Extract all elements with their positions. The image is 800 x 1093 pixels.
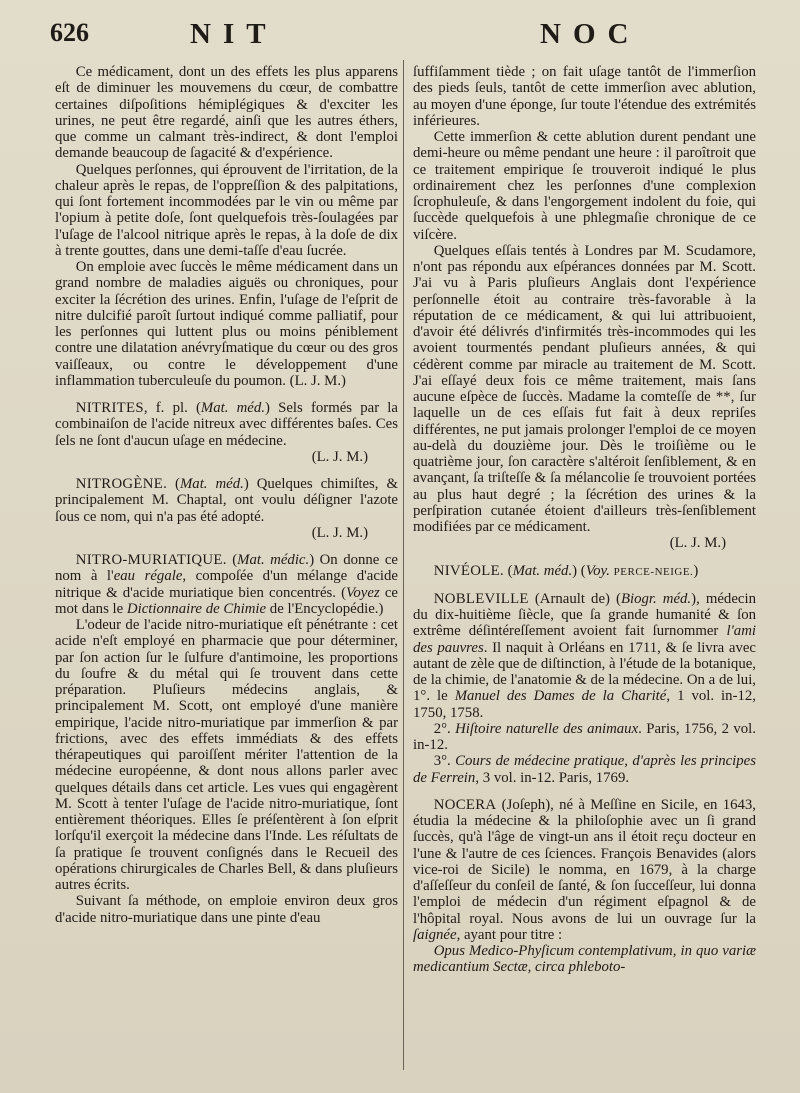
entry-text: NOBLEVILLE (Arnault de) (Biogr. méd.), médecin du dix-huitième ſiècle, que ſa grande humanité & ſon extrême déſintéreſſement avoient fait ſurnommer l'ami des pauvres. Il naquit à Orléans en 1711, & ſe livra avec autant de zèle que de diſtinction, à l'étude de la botanique, de la chimie, de l'anatomie & de la médecine. On a de lui, 1°. le Manuel des Dames de la Charité, 1 vol. in-12, 1750, 1758. xyxy=(413,590,756,721)
right-column xyxy=(413,64,756,976)
entry-body: , né à Meſſine en Sicile, en 1643, étudia la médecine & la philoſophie avec un ſi grand ſuccès, qu'à l'âge de vingt-un ans il étoit reçu docteur en l'une & l'autre de ces ſciences. François Benavides (alors vice-roi de Sicile) le nomma, en 1679, à la charge d'aſſeſſeur du conſeil de ſanté, & ſon ſucceſſeur, lui donna l'emploi de médecin d'un régiment eſpagnol & de l'hôpital royal. Nous avons de lui un ouvrage ſur la xyxy=(413,796,756,927)
paragraph xyxy=(413,753,756,786)
paragraph: Quelques eſſais tentés à Londres par M. Scudamore, n'ont pas répondu aux eſpérances données par M. Scott. J'ai vu à Paris pluſieurs Anglais dont l'expérience perſonnelle étoit au contraire très-favorable à la réputation de ce médicament, & qui lui attribuoient, d'avoir été délivrés d'infirmités très-incommodes qui les avoient tourmentés pendant pluſieurs années, & qui cédèrent comme par miracle au traitement de M. Scott. J'ai eſſayé deux fois ce même traitement, mais ſans aucune eſpèce de ſuccès. Madame la comteſſe de **, ſur laquelle un de ces eſſais fut fait à deux repriſes différentes, ne put jamais prolonger l'emploi de ce moyen au-delà du douzième jour. Dès le troiſième ou le quatrième jour, ſon caractère s'altéroit ſenſiblement, & en avançant, ſa triſteſſe & ſa mélancolie ſe trouvoient portées au plus haut degré ; la ſécrétion des urines & la perſpiration cutanée étoient d'ailleurs très-ſenſiblement modifiées par ce médicament. xyxy=(413,242,756,535)
entry-body: . Il naquit à Orléans en 1711, & ſe livra avec autant de zèle que de diſtinction, à l'étude de la botanique, de la chimie, de l'anatomie & de la médecine. On a de lui, 1°. le xyxy=(413,639,756,705)
entry-nocera xyxy=(413,797,756,976)
left-column xyxy=(55,64,398,926)
domain-label: Mat. méd. xyxy=(179,476,244,492)
entry-text: NITRO-MURIATIQUE. (Mat. médic.) On donne ce nom à l'eau régale, compoſée d'un mélange d'acide nitrique & d'acide muriatique bien concentrés. (Voyez ce mot dans le Dictionnaire de Chimie de l'Encyclopédie.) xyxy=(55,552,398,617)
entry-body: , 1 vol. in-12, 1750, 1758. xyxy=(413,688,756,721)
paragraph: Ce médicament, dont un des effets les plus apparens eſt de diminuer les mouvemens du cœur, de combattre certaines diſpoſitions hémiplégiques & d'exciter les urines, ne peut être regardé, ainſi que les autres éthers, que comme un calmant très-indirect, & dont l'emploi demande beaucoup de ſagacité & d'expérience. xyxy=(55,64,398,162)
cross-ref-target: PERCE-NEIGE. xyxy=(613,565,694,578)
author-signature: (L. J. M.) xyxy=(311,524,368,541)
domain-label: Mat. méd. xyxy=(512,562,573,579)
entry-body: , 3 vol. in-12. Paris, 1769. xyxy=(475,769,630,786)
domain-label: Mat. médic. xyxy=(237,552,310,568)
entry-body: Sels formés par la combinaiſon de l'acide nitreux avec différentes baſes. Ces ſels ne ſont d'aucun uſage en médecine. xyxy=(55,400,398,449)
list-number: 3°. xyxy=(433,753,451,770)
cross-ref: Voy. xyxy=(585,562,610,579)
entry-text xyxy=(413,797,756,943)
person-name: (Arnault de) xyxy=(534,590,610,607)
running-head-right: NOC xyxy=(540,18,641,50)
headword: NOBLEVILLE xyxy=(433,590,529,607)
author-signature: (L. J. M.) xyxy=(311,448,368,465)
book-title: Opus Medico-Phyſicum contemplativum, in quo variæ medicantium Sectæ, circa phleboto- xyxy=(413,943,756,976)
column-divider xyxy=(403,60,404,1070)
entry-nobleville xyxy=(413,591,756,786)
entry-nitro-muriatique xyxy=(55,552,398,926)
entry-nitrites xyxy=(55,400,398,465)
list-number: 2°. xyxy=(433,720,451,737)
paragraph-text: On emploie avec ſuccès le même médicament dans un grand nombre de maladies aiguës ou chroniques, pour exciter la ſécrétion des urines. Enfin, l'uſage de l'eſprit de nitre dulcifié paroît ſurtout indiqué comme palliatif, pour les perſonnes qui luttent plus ou moins péniblement contre une dilatation anévryſmatique du cœur ou des gros vaiſſeaux, ou contre le développement d'une inflammation tuberculeuſe du poumon. xyxy=(55,259,398,389)
author-signature: (L. J. M.) xyxy=(669,535,726,552)
entry-body: ce mot dans le xyxy=(55,584,398,617)
paragraph xyxy=(55,259,398,389)
entry-text: NITROGÈNE. (Mat. méd.) Quelques chimiſtes, & principalement M. Chaptal, ont voulu déſigner l'azote ſous ce nom, qui n'a pas été adopté. xyxy=(55,476,398,525)
domain-label: Mat. méd. xyxy=(200,400,265,416)
paragraph: Cette immerſion & cette ablution durent pendant une demi-heure ou même pendant une heure : il paroîtroit que ce traitement empirique ſe trouveroit indiqué le plus ordinairement chez les perſonnes d'une complexion ſcrophuleuſe, & dans l'engorgement indolent du foie, qui ſuccède quelquefois à une phlegmaſie chronique de ce viſcère. xyxy=(413,129,756,243)
page-number: 626 xyxy=(50,18,89,47)
headword: NIVÉOLE. xyxy=(433,562,504,579)
book-title: Dictionnaire de Chimie xyxy=(126,600,267,617)
entry-text: NIVÉOLE. (Mat. méd.) (Voy. PERCE-NEIGE.) xyxy=(433,562,699,579)
entry-nitrogene xyxy=(55,476,398,541)
headword: NOCERA xyxy=(433,796,497,813)
entry-niveole xyxy=(413,563,756,580)
term-italic: eau régale xyxy=(113,568,183,585)
paragraph: Suivant ſa méthode, on emploie environ deux gros d'acide nitro-muriatique dans une pinte d'eau xyxy=(55,893,398,926)
book-title: Hiſtoire naturelle des animaux xyxy=(455,720,639,737)
term-italic: l'ami des pauvres xyxy=(413,623,756,656)
running-head-left: NIT xyxy=(190,18,278,50)
entry-text: NITRITES, f. pl. (Mat. méd.) Sels formés par la combinaiſon de l'acide nitreux avec différentes baſes. Ces ſels ne ſont d'aucun uſage en médecine. xyxy=(55,400,398,449)
entry-body: . Paris, 1756, 2 vol. in-12. xyxy=(413,720,756,753)
person-name: (Joſeph) xyxy=(501,796,551,813)
paragraph xyxy=(413,943,756,976)
author-signature: (L. J. M.) xyxy=(289,372,346,389)
page-header xyxy=(0,18,800,62)
headword: NITRO-MURIATIQUE. xyxy=(75,552,227,568)
entry-body: de l'Encyclopédie.) xyxy=(266,600,384,617)
book-title: Manuel des Dames de la Charité xyxy=(454,688,667,705)
entry-body: On donne ce nom à l' xyxy=(55,552,398,585)
grammar-note: , f. pl. xyxy=(143,400,188,416)
paragraph: Quelques perſonnes, qui éprouvent de l'irritation, de la chaleur après le repas, de l'oppreſſion & des palpitations, qui ſont fortement incommodées par le vin ou même par l'opium à petite doſe, ſont quelquefois très-ſoulagées par l'uſage de l'alcool nitrique après le repas, à la doſe de dix à trente gouttes, dans une demi-taſſe d'eau ſucrée. xyxy=(55,161,398,259)
headword: NITROGÈNE. xyxy=(75,476,168,492)
entry-body: , ayant pour titre : xyxy=(456,926,563,943)
term-italic: ſaignée xyxy=(413,926,457,943)
paragraph: ſuffiſamment tiède ; on fait uſage tantôt de l'immerſion des pieds ſeuls, tantôt de cette immerſion avec ablution, au moyen d'une éponge, ſur toute l'étendue des extrémités inférieures. xyxy=(413,64,756,129)
paragraph xyxy=(413,721,756,754)
entry-body: Quelques chimiſtes, & principalement M. Chaptal, ont voulu déſigner l'azote ſous ce nom, qui n'a pas été adopté. xyxy=(55,476,398,525)
book-title: Cours de médecine pratique, d'après les principes de Ferrein xyxy=(413,753,757,786)
entry-body: , médecin du dix-huitième ſiècle, que ſa grande humanité & ſon extrême déſintéreſſement avoient fait ſurnommer xyxy=(413,590,756,640)
entry-body: , compoſée d'un mélange d'acide nitrique & d'acide muriatique bien concentrés. ( xyxy=(55,568,398,601)
headword: NITRITES xyxy=(75,400,144,416)
cross-ref: Voyez xyxy=(346,584,380,601)
paragraph: L'odeur de l'acide nitro-muriatique eſt pénétrante : cet acide n'eſt employé en pharmacie que pour déterminer, par ſon action ſur le ſulfure d'antimoine, les proportions du ſoufre & du métal qui ſe trouvent dans cette préparation. Pluſieurs médecins anglais, & principalement M. Scott, ont employé d'une manière empirique, l'acide nitro-muriatique par immerſion & par frictions, avec des effets immédiats & des effets thérapeutiques qui paroiſſent mériter l'attention de la médecine européenne, & dont nous allons parler avec quelques détails dans cet article. Les vues qui engagèrent M. Scott à tenter l'uſage de l'acide nitro-muriatique, ſont entièrement théoriques. Elles ſe préſentèrent à ſon eſprit lorſqu'il exerçoit la médecine dans l'Inde. Les réſultats de ſa pratique ſe trouvent conſignés dans le Recueil des opérations chirurgicales de Charles Bell, & dans pluſieurs autres écrits. xyxy=(55,617,398,893)
domain-label: Biogr. méd. xyxy=(620,590,692,607)
